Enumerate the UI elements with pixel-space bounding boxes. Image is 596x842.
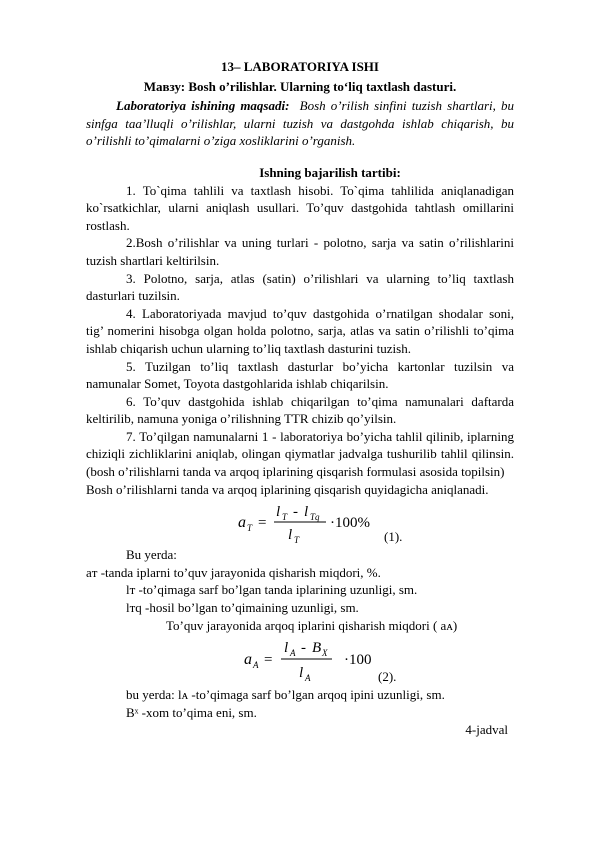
formula-2-lhs-sub: A xyxy=(253,660,259,671)
where-1-label: Bu yerda: xyxy=(126,547,177,563)
formula-1-den: l xyxy=(288,527,293,544)
procedure-item-3: 3. Polotno, sarja, atlas (satin) o’rilishlari va ularning to’liq taxtlash dasturlari tuzilsin. xyxy=(86,270,514,304)
formula-1-number: (1). xyxy=(384,529,403,545)
formula-1-num-sub: T xyxy=(282,512,288,523)
procedure-item-1: 1. To`qima tahlili va taxtlash hisobi. To`qima tahlilida aniqlanadigan ko`rsatkichlar, ularni aniqlash usullari. To’quv dastgohida tahtlash omillarini rostlash. xyxy=(86,182,514,233)
formula-2-factor: ·100 xyxy=(344,652,372,669)
formula-2-num2-sub: X xyxy=(322,648,328,659)
purpose-paragraph xyxy=(86,97,514,150)
formula-2-num-sub: A xyxy=(290,648,296,659)
formula-2-minus: - xyxy=(301,640,306,657)
where-2-line-2: Bˣ -xom to’qima eni, sm. xyxy=(126,704,257,720)
svg-text:=: = xyxy=(264,652,273,669)
purpose-label: Laboratoriya ishining maqsadi: xyxy=(116,98,290,114)
where-1-line-1: aᴛ -tanda iplarni to’quv jarayonida qisharish miqdori, %. xyxy=(86,564,381,580)
formula-1-graphic xyxy=(86,498,514,546)
procedure-item-4: 4. Laboratoriyada mavjud to’quv dastgohida o’rnatilgan shodalar soni, tig’ nomerini hisobga olgan holda polotno, sarja, atlas va satin o’rilishli to’qima ishlab chiqarish uchun ularning to’liq taxtlash dasturini tuzish. xyxy=(86,305,514,356)
arqoq-line: To’quv jarayonida arqoq iplarini qisharish miqdori ( aᴀ) xyxy=(166,617,458,633)
procedure-item-5: 5. Tuzilgan to’liq taxtlash dasturlar bo’yicha kartonlar tuzilsin va namunalar Somet, Toyota dastgohlarida ishlab chiqarilsin. xyxy=(86,358,514,392)
svg-text:=: = xyxy=(258,515,267,532)
where-1-line-2: lᴛ -to’qimaga sarf bo’lgan tanda iplarining uzunligi, sm. xyxy=(126,582,418,598)
where-1-line-3: lᴛq -hosil bo’lgan to’qimaining uzunligi, sm. xyxy=(126,600,359,616)
where-2-line-1: bu yerda: lᴀ -to’qimaga sarf bo’lgan arqoq ipini uzunligi, sm. xyxy=(126,687,445,703)
formula-1-factor: ·100% xyxy=(330,515,370,532)
procedure-item-6: 6. To’quv dastgohida ishlab chiqarilgan to’qima namunalari daftarda keltirilib, namuna yoniga o’rilishning TTR chizib qo’yilsin. xyxy=(86,393,514,427)
formula-2-lhs: a xyxy=(244,651,252,669)
procedure-item-2: 2.Bosh o’rilishlar va uning turlari - polotno, sarja va satin o’rilishlarini tuzish shartlari keltirilsin. xyxy=(86,235,514,268)
formula-2-graphic xyxy=(86,634,514,686)
formula-2-den-sub: A xyxy=(305,673,311,684)
formula-2-num: l xyxy=(284,640,289,657)
procedure-lead: Bosh o’rilishlarni tanda va arqoq iplarining qisqarish quyidagicha aniqlanadi. xyxy=(86,481,489,497)
table-label: 4-jadval xyxy=(465,722,508,738)
formula-1-minus: - xyxy=(293,504,298,521)
formula-2 xyxy=(86,634,514,686)
procedure-title: Ishning bajarilish tartibi: xyxy=(259,164,401,180)
formula-1-num: l xyxy=(276,504,281,521)
procedure-item-7: 7. To’qilgan namunalarni 1 - laboratoriya bo’yicha tahlil qilinib, iplarning chiziqli zichliklarini aniqlab, olingan qiymatlar jadvalga tushurilib tahlil qilinsin. (bosh o’rilishlarni tanda va arqoq iplarining qisqarish formulasi asosida topilsin) xyxy=(86,428,514,480)
formula-1 xyxy=(86,498,514,546)
formula-1-lhs: a xyxy=(238,514,246,532)
formula-2-num2: B xyxy=(312,640,322,657)
formula-1-num2: l xyxy=(304,504,309,521)
formula-1-den-sub: T xyxy=(294,535,300,546)
page-subtitle: Мавзу: Bosh o’rilishlar. Ularning to‘liq taxtlash dasturi. xyxy=(143,78,457,94)
page-title: 13– LABORATORIYA ISHI xyxy=(221,59,379,74)
formula-1-num2-sub: Tq xyxy=(310,512,320,523)
formula-2-den: l xyxy=(299,665,304,682)
formula-1-lhs-sub: T xyxy=(247,523,253,534)
document-page xyxy=(86,58,514,739)
purpose-text: Bosh o’rilish sinfini tuzish shartlari, bu sinfga taa’lluqli o’rilishlar, ularni tuzish va dastgohda ishlab chiqarish, bu o’rilishli to’qimalarni o’ziga xosliklarini o’rganish. xyxy=(86,98,514,149)
formula-2-number: (2). xyxy=(378,669,397,685)
